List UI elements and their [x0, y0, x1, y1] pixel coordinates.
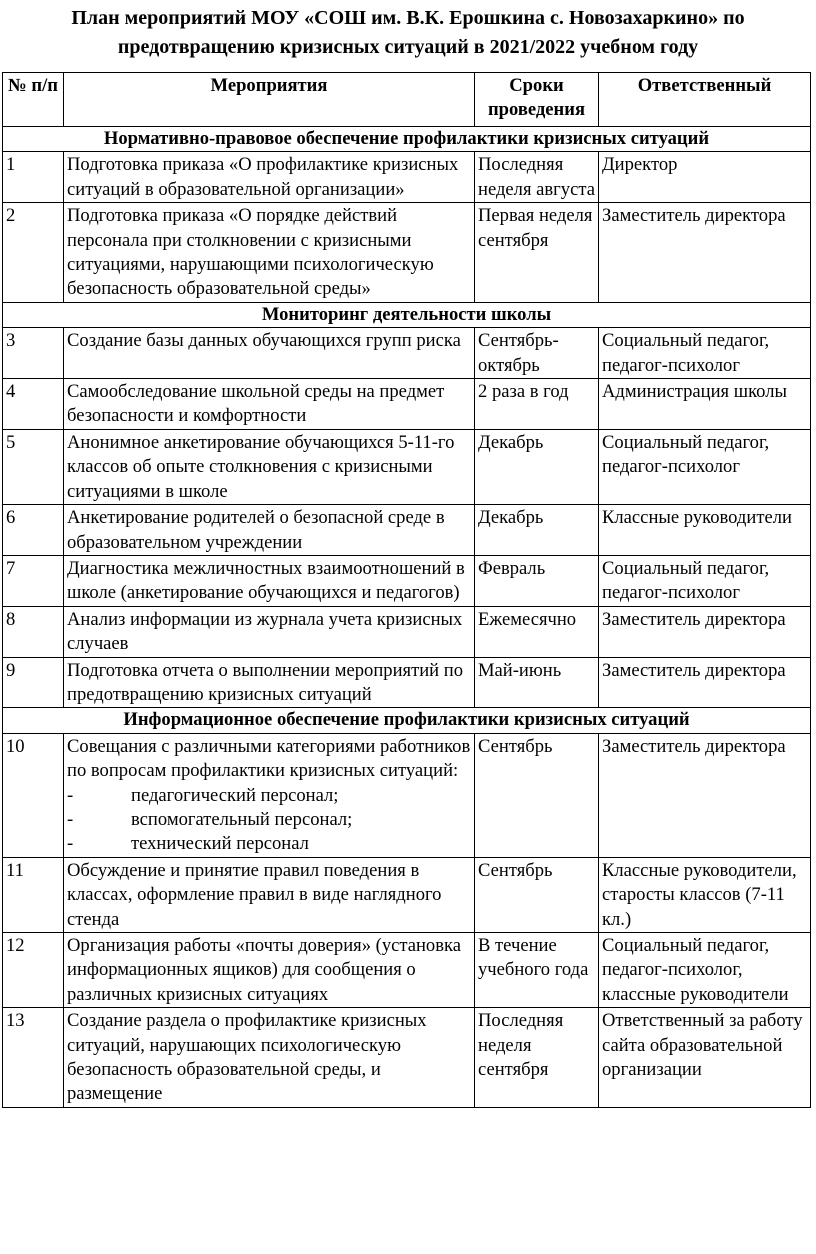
- table-row: [3, 1008, 811, 1108]
- row-timing: Первая неделя сентября: [475, 203, 599, 303]
- row-number: 1: [3, 152, 64, 203]
- row-timing: Май-июнь: [475, 657, 599, 708]
- row-timing: Последняя неделя сентября: [475, 1008, 599, 1108]
- row-activity: [64, 379, 475, 430]
- header-responsible: Ответственный: [599, 73, 811, 127]
- activity-text: Организация работы «почты доверия» (установка информационных ящиков) для сообщения о различных кризисных ситуациях: [67, 935, 462, 1005]
- row-number: 12: [3, 933, 64, 1008]
- title-line-1: План мероприятий МОУ «СОШ им. В.К. Ерошкина с. Новозахаркино» по: [71, 7, 745, 29]
- section-title: Нормативно-правовое обеспечение профилактики кризисных ситуаций: [3, 127, 811, 152]
- row-activity: [64, 328, 475, 379]
- row-number: 6: [3, 505, 64, 556]
- row-responsible: Социальный педагог, педагог-психолог: [599, 429, 811, 504]
- activity-list-item: [67, 832, 471, 856]
- row-number: 3: [3, 328, 64, 379]
- row-responsible: Заместитель директора: [599, 657, 811, 708]
- table-row: [3, 733, 811, 857]
- table-row: [3, 933, 811, 1008]
- row-activity: [64, 1008, 475, 1108]
- row-number: 10: [3, 733, 64, 857]
- header-num: № п/п: [3, 73, 64, 127]
- activity-text: Подготовка отчета о выполнении мероприятий по предотвращению кризисных ситуаций: [67, 659, 463, 705]
- table-row: [3, 152, 811, 203]
- row-timing: Сентябрь-октябрь: [475, 328, 599, 379]
- activity-list-item: [67, 784, 471, 808]
- list-item-text: вспомогательный персонал;: [131, 808, 353, 830]
- row-number: 7: [3, 555, 64, 606]
- row-number: 8: [3, 606, 64, 657]
- row-timing: В течение учебного года: [475, 933, 599, 1008]
- table-row: [3, 505, 811, 556]
- table-row: [3, 328, 811, 379]
- row-number: 11: [3, 857, 64, 932]
- row-activity: [64, 203, 475, 303]
- activity-text: Анализ информации из журнала учета кризисных случаев: [67, 608, 463, 655]
- header-timing: Сроки проведения: [475, 73, 599, 127]
- activity-text: Самообследование школьной среды на предмет безопасности и комфортности: [67, 381, 445, 427]
- activity-text: Анкетирование родителей о безопасной среде в образовательном учреждении: [67, 507, 445, 553]
- table-row: [3, 657, 811, 708]
- activity-text: Подготовка приказа «О порядке действий персонала при столкновении с кризисными ситуациями, нарушающими психологическую безопасность образовательной среды»: [67, 205, 434, 300]
- row-activity: [64, 429, 475, 504]
- row-responsible: Ответственный за работу сайта образовательной организации: [599, 1008, 811, 1108]
- activity-text: Анонимное анкетирование обучающихся 5-11-го классов об опыте столкновения с кризисными ситуациями в школе: [67, 431, 455, 502]
- table-row: [3, 379, 811, 430]
- row-number: 2: [3, 203, 64, 303]
- title-line-2: предотвращению кризисных ситуаций в 2021/2022 учебном году: [117, 36, 699, 58]
- row-timing: Последняя неделя августа: [475, 152, 599, 203]
- row-responsible: Социальный педагог, педагог-психолог, классные руководители: [599, 933, 811, 1008]
- list-item-text: технический персонал: [131, 833, 309, 855]
- row-timing: Сентябрь: [475, 857, 599, 932]
- section-row: [3, 302, 811, 327]
- row-responsible: Социальный педагог, педагог-психолог: [599, 328, 811, 379]
- row-number: 4: [3, 379, 64, 430]
- table-body: [3, 127, 811, 1108]
- row-activity: [64, 505, 475, 556]
- row-activity: [64, 857, 475, 932]
- activity-text: Диагностика межличностных взаимоотношений в школе (анкетирование обучающихся и педагогов): [67, 557, 465, 604]
- list-dash: -: [67, 833, 74, 855]
- row-timing: Декабрь: [475, 429, 599, 504]
- row-responsible: Заместитель директора: [599, 606, 811, 657]
- row-responsible: Заместитель директора: [599, 203, 811, 303]
- row-timing: Сентябрь: [475, 733, 599, 857]
- table-row: [3, 429, 811, 504]
- header-activity: Мероприятия: [64, 73, 475, 127]
- row-responsible: Заместитель директора: [599, 733, 811, 857]
- activity-text: Подготовка приказа «О профилактике кризисных ситуаций в образовательной организации»: [67, 154, 459, 200]
- row-timing: 2 раза в год: [475, 379, 599, 430]
- table-row: [3, 203, 811, 303]
- activity-text: Обсуждение и принятие правил поведения в классах, оформление правил в виде наглядного стенда: [67, 859, 442, 930]
- row-timing: Февраль: [475, 555, 599, 606]
- section-row: [3, 708, 811, 733]
- row-timing: Ежемесячно: [475, 606, 599, 657]
- section-row: [3, 127, 811, 152]
- table-row: [3, 606, 811, 657]
- row-timing: Декабрь: [475, 505, 599, 556]
- row-activity: [64, 555, 475, 606]
- row-activity: [64, 733, 475, 857]
- list-dash: -: [67, 784, 74, 806]
- activity-text: Создание раздела о профилактике кризисных ситуаций, нарушающих психологическую безопасность образовательной среды, и размещение: [67, 1010, 427, 1105]
- activity-text: Совещания с различными категориями работников по вопросам профилактики кризисных ситуаций:: [67, 735, 471, 782]
- row-activity: [64, 606, 475, 657]
- row-responsible: Классные руководители, старосты классов (7-11 кл.): [599, 857, 811, 932]
- list-item-text: педагогический персонал;: [131, 784, 339, 806]
- section-title: Мониторинг деятельности школы: [3, 302, 811, 327]
- row-responsible: Директор: [599, 152, 811, 203]
- table-row: [3, 555, 811, 606]
- header-row: [3, 73, 811, 127]
- row-activity: [64, 933, 475, 1008]
- page-title: [0, 4, 816, 62]
- row-responsible: Социальный педагог, педагог-психолог: [599, 555, 811, 606]
- activity-text: Создание базы данных обучающихся групп риска: [67, 330, 461, 352]
- row-activity: [64, 657, 475, 708]
- row-responsible: Администрация школы: [599, 379, 811, 430]
- row-number: 9: [3, 657, 64, 708]
- activity-list-item: [67, 808, 471, 832]
- row-activity: [64, 152, 475, 203]
- table-row: [3, 857, 811, 932]
- row-number: 13: [3, 1008, 64, 1108]
- row-responsible: Классные руководители: [599, 505, 811, 556]
- plan-table: [2, 72, 811, 1108]
- section-title: Информационное обеспечение профилактики кризисных ситуаций: [3, 708, 811, 733]
- list-dash: -: [67, 808, 74, 830]
- row-number: 5: [3, 429, 64, 504]
